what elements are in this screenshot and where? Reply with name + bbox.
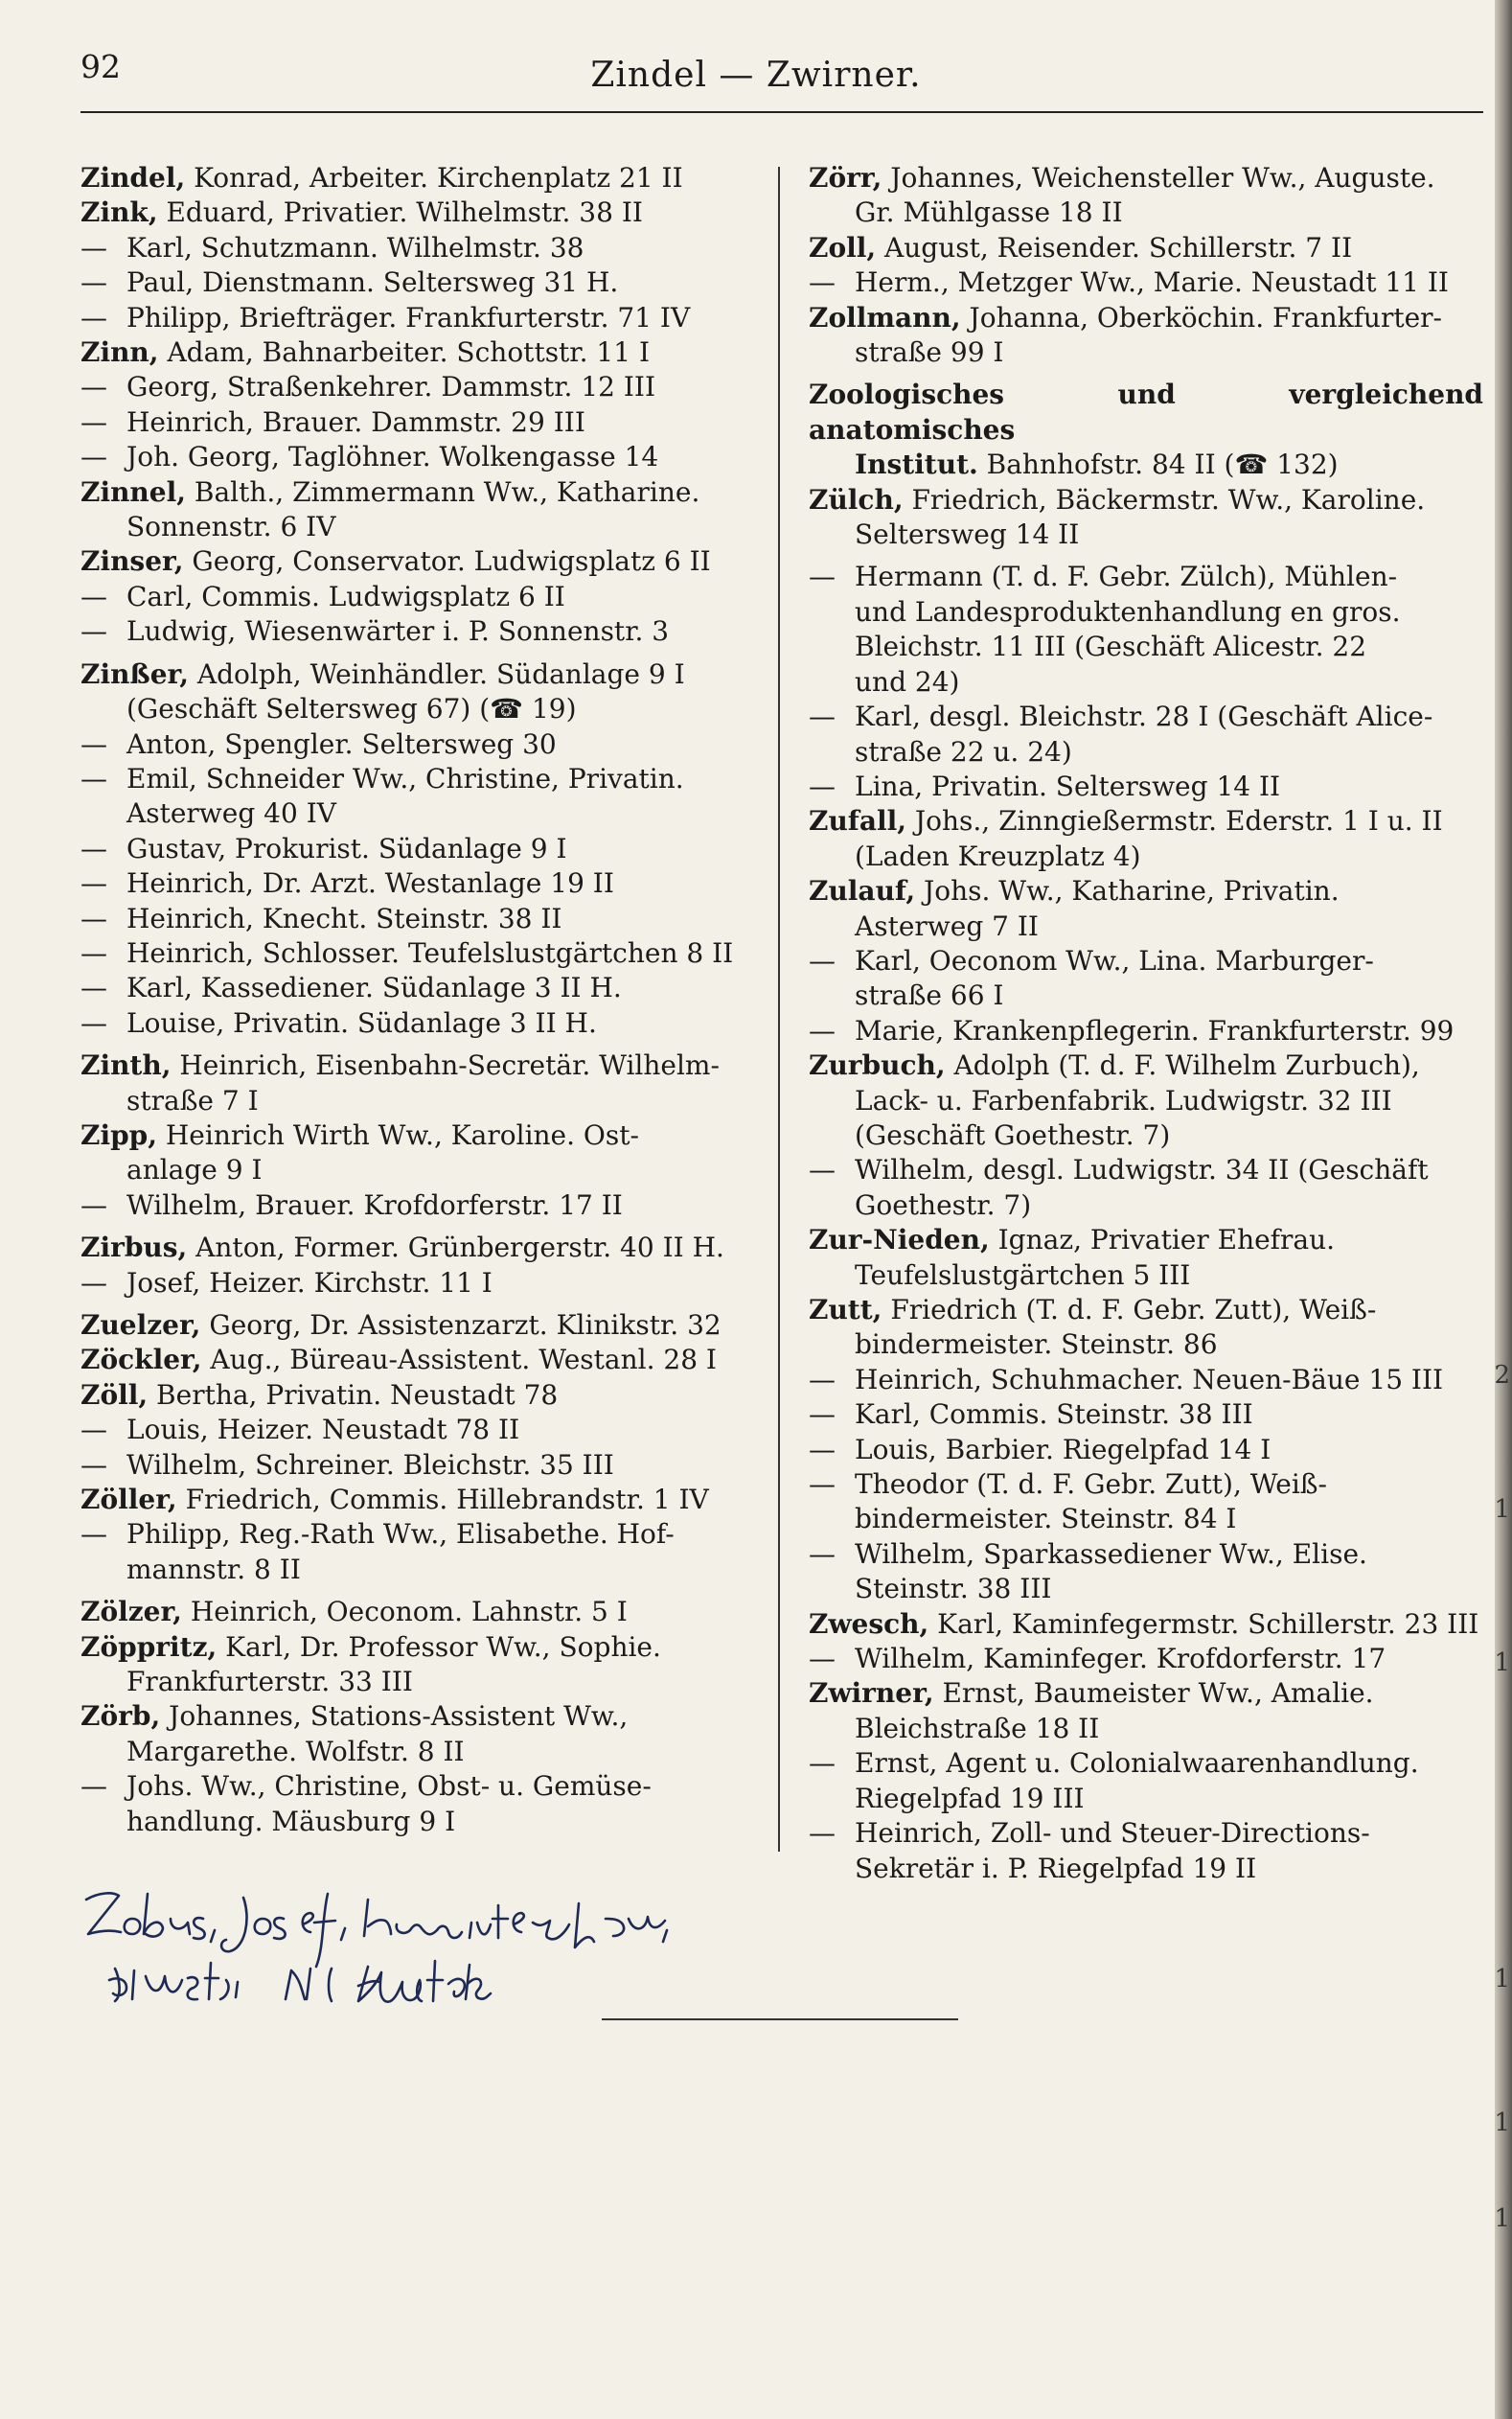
edge-mark: 1 — [1494, 1495, 1510, 1524]
entry-text: Ignaz, Privatier Ehefrau. — [989, 1224, 1336, 1256]
entry-continuation — [80, 1735, 757, 1769]
left-column — [80, 161, 757, 1839]
entry-text: Philipp, Briefträger. Frankfurterstr. 71 IV — [126, 301, 691, 334]
directory-entry — [809, 700, 1483, 734]
entry-surname: Zinnel, — [80, 475, 186, 508]
directory-entry — [809, 1433, 1483, 1467]
entry-text: Asterweg 7 II — [855, 910, 1039, 942]
directory-entry — [80, 936, 757, 971]
directory-entry — [80, 265, 757, 300]
ditto-dash: — — [80, 371, 107, 403]
directory-entry — [809, 483, 1483, 518]
ditto-dash: — — [80, 615, 107, 648]
entry-surname: Zipp, — [80, 1118, 157, 1151]
entry-surname: Zoologisches und vergleichend anatomisches — [809, 379, 1483, 446]
entry-text: Wilhelm, desgl. Ludwigstr. 34 II (Geschäft — [855, 1154, 1429, 1186]
entry-text: Heinrich, Knecht. Steinstr. 38 II — [126, 902, 562, 934]
entry-text: Wilhelm, Schreiner. Bleichstr. 35 III — [126, 1448, 614, 1481]
ditto-dash: — — [80, 1448, 107, 1481]
entry-surname: Zöll, — [80, 1378, 149, 1411]
entry-text: und 24) — [855, 665, 960, 698]
directory-entry — [80, 727, 757, 762]
column-divider — [778, 167, 780, 1852]
entry-continuation — [80, 692, 757, 726]
entry-text: Heinrich, Oeconom. Lahnstr. 5 I — [181, 1596, 628, 1628]
entry-text: bindermeister. Steinstr. 84 I — [855, 1503, 1237, 1535]
entry-text: (Geschäft Goethestr. 7) — [855, 1118, 1171, 1151]
directory-entry — [809, 1223, 1483, 1257]
entry-text: Karl, Kassediener. Südanlage 3 II H. — [126, 972, 622, 1004]
entry-text: Balth., Zimmermann Ww., Katharine. — [186, 475, 700, 508]
entry-text: Johs. Ww., Christine, Obst- u. Gemüse- — [126, 1770, 652, 1803]
entry-text: Aug., Büreau-Assistent. Westanl. 28 I — [201, 1344, 717, 1376]
directory-entry — [80, 405, 757, 440]
directory-entry — [809, 1537, 1483, 1572]
entry-surname: Zinser, — [80, 545, 184, 578]
entry-text: Heinrich, Brauer. Dammstr. 29 III — [126, 405, 585, 438]
entry-text: Eduard, Privatier. Wilhelmstr. 38 II — [157, 196, 643, 229]
directory-entry — [809, 161, 1483, 196]
entry-text: Josef, Heizer. Kirchstr. 11 I — [126, 1266, 493, 1299]
entry-text: Carl, Commis. Ludwigsplatz 6 II — [126, 580, 565, 612]
entry-text: Louise, Privatin. Südanlage 3 II H. — [126, 1006, 597, 1039]
entry-text: Sonnenstr. 6 IV — [126, 511, 336, 543]
edge-mark: 1 — [1494, 1965, 1510, 1993]
entry-text: Karl, Commis. Steinstr. 38 III — [855, 1398, 1253, 1431]
entry-continuation — [809, 1572, 1483, 1606]
directory-entry — [80, 1483, 757, 1517]
entry-text: Margarethe. Wolfstr. 8 II — [126, 1735, 465, 1767]
directory-entry — [80, 1630, 757, 1665]
entry-text: Theodor (T. d. F. Gebr. Zutt), Weiß- — [855, 1468, 1327, 1501]
directory-entry — [80, 1448, 757, 1483]
entry-surname: Zwirner, — [809, 1677, 934, 1710]
entry-continuation — [809, 1502, 1483, 1536]
ditto-dash: — — [80, 727, 107, 760]
ditto-dash: — — [80, 441, 107, 473]
ditto-dash: — — [809, 944, 836, 977]
ditto-dash: — — [80, 405, 107, 438]
entry-surname: Zuelzer, — [80, 1309, 201, 1341]
page-number: 92 — [80, 48, 121, 85]
edge-mark: 1 — [1494, 2108, 1510, 2137]
directory-entry — [809, 1746, 1483, 1781]
entry-text: Georg, Straßenkehrer. Dammstr. 12 III — [126, 371, 656, 403]
ditto-dash: — — [809, 1398, 836, 1431]
entry-text: Georg, Conservator. Ludwigsplatz 6 II — [183, 545, 711, 578]
directory-entry — [809, 1642, 1483, 1676]
entry-text: Johs. Ww., Katharine, Privatin. — [915, 875, 1340, 908]
entry-text: bindermeister. Steinstr. 86 — [855, 1328, 1218, 1361]
ditto-dash: — — [80, 1188, 107, 1221]
entry-text: Heinrich, Dr. Arzt. Westanlage 19 II — [126, 867, 614, 900]
directory-entry — [80, 301, 757, 335]
ditto-dash: — — [80, 580, 107, 612]
ditto-dash: — — [80, 266, 107, 299]
entry-text: Ernst, Agent u. Colonialwaarenhandlung. — [855, 1747, 1419, 1780]
entry-continuation — [809, 448, 1483, 482]
entry-text: Paul, Dienstmann. Seltersweg 31 H. — [126, 266, 619, 299]
entry-text: Konrad, Arbeiter. Kirchenplatz 21 II — [185, 162, 683, 194]
entry-continuation — [80, 1665, 757, 1699]
entry-text: Heinrich, Schlosser. Teufelslustgärtchen 8 II — [126, 936, 734, 969]
entry-gap — [80, 1041, 757, 1048]
entry-text: Adolph, Weinhändler. Südanlage 9 I — [188, 657, 685, 690]
entry-text: Bleichstraße 18 II — [855, 1712, 1100, 1744]
entry-text: (Laden Kreuzplatz 4) — [855, 840, 1141, 872]
handwritten-note — [80, 1880, 732, 2015]
entry-surname: Zinn, — [80, 336, 159, 369]
entry-text: Friedrich, Bäckermstr. Ww., Karoline. — [903, 483, 1426, 516]
directory-entry — [80, 440, 757, 474]
directory-entry — [809, 231, 1483, 265]
entry-continuation — [80, 1553, 757, 1587]
directory-entry — [80, 370, 757, 404]
entry-text: straße 99 I — [855, 336, 1004, 369]
right-column — [809, 161, 1483, 1886]
entry-text: Karl, Schutzmann. Wilhelmstr. 38 — [126, 231, 584, 264]
entry-surname: Zur-Nieden, — [809, 1224, 990, 1256]
entry-continuation — [809, 1712, 1483, 1746]
directory-entry — [809, 770, 1483, 804]
ditto-dash: — — [80, 936, 107, 969]
entry-text: Heinrich, Schuhmacher. Neuen-Bäue 15 III — [855, 1363, 1444, 1395]
ditto-dash: — — [80, 1414, 107, 1446]
directory-entry — [80, 1769, 757, 1804]
directory-entry — [809, 1607, 1483, 1642]
directory-entry — [80, 196, 757, 230]
ditto-dash: — — [809, 1747, 836, 1780]
entry-text: Johannes, Weichensteller Ww., Auguste. — [882, 162, 1435, 194]
entry-gap — [80, 650, 757, 657]
entry-text: Friedrich, Commis. Hillebrandstr. 1 IV — [176, 1484, 709, 1516]
ditto-dash: — — [80, 902, 107, 934]
directory-entry — [80, 866, 757, 901]
entry-text: Louis, Heizer. Neustadt 78 II — [126, 1414, 520, 1446]
entry-continuation — [809, 840, 1483, 874]
entry-text: Bahnhofstr. 84 II (☎ 132) — [977, 449, 1339, 481]
edge-mark: 2 — [1494, 1361, 1510, 1390]
entry-text: Asterweg 40 IV — [126, 797, 336, 830]
entry-surname: Zöppritz, — [80, 1630, 218, 1663]
ditto-dash: — — [809, 1468, 836, 1501]
ditto-dash: — — [809, 1643, 836, 1675]
entry-text: Hermann (T. d. F. Gebr. Zülch), Mühlen- — [855, 561, 1398, 593]
running-head: Zindel — Zwirner. — [590, 56, 922, 95]
directory-entry — [809, 1048, 1483, 1083]
entry-text: Georg, Dr. Assistenzarzt. Klinikstr. 32 — [200, 1309, 722, 1341]
ditto-dash: — — [809, 561, 836, 593]
entry-text: Lack- u. Farbenfabrik. Ludwigstr. 32 III — [855, 1084, 1392, 1117]
entry-continuation — [80, 796, 757, 831]
entry-continuation — [809, 665, 1483, 700]
directory-entry — [80, 1118, 757, 1153]
directory-entry — [80, 762, 757, 796]
entry-continuation — [809, 910, 1483, 944]
directory-entry — [80, 1006, 757, 1041]
entry-text: Joh. Georg, Taglöhner. Wolkengasse 14 — [126, 441, 659, 473]
entry-surname: Zirbus, — [80, 1232, 188, 1264]
entry-text: Anton, Former. Grünbergerstr. 40 II H. — [187, 1232, 724, 1264]
entry-text: Heinrich Wirth Ww., Karoline. Ost- — [156, 1118, 639, 1151]
entry-text: Anton, Spengler. Seltersweg 30 — [126, 727, 557, 760]
entry-text: straße 66 I — [855, 979, 1004, 1012]
ditto-dash: — — [809, 266, 836, 299]
directory-entry — [80, 614, 757, 649]
entry-continuation — [80, 1153, 757, 1187]
entry-continuation — [809, 1258, 1483, 1293]
entry-surname: Zöckler, — [80, 1344, 202, 1376]
entry-continuation — [809, 1852, 1483, 1886]
directory-entry — [80, 231, 757, 265]
ditto-dash: — — [80, 867, 107, 900]
directory-entry — [809, 874, 1483, 909]
entry-gap — [80, 1587, 757, 1595]
entry-continuation — [809, 595, 1483, 630]
entry-text: Heinrich, Eisenbahn-Secretär. Wilhelm- — [171, 1049, 720, 1082]
directory-entry — [80, 1378, 757, 1413]
entry-text: August, Reisender. Schillerstr. 7 II — [876, 231, 1353, 264]
entry-text: Karl, Oeconom Ww., Lina. Marburger- — [855, 944, 1374, 977]
ditto-dash: — — [809, 1154, 836, 1186]
entry-surname: Zutt, — [809, 1294, 882, 1325]
ditto-dash: — — [809, 1433, 836, 1465]
entry-text: Herm., Metzger Ww., Marie. Neustadt 11 II — [855, 266, 1449, 299]
directory-entry — [809, 804, 1483, 839]
directory-entry — [80, 1343, 757, 1377]
entry-surname: Zinßer, — [80, 657, 189, 690]
directory-entry — [80, 1231, 757, 1265]
entry-text: Frankfurterstr. 33 III — [126, 1666, 413, 1698]
directory-entry — [80, 544, 757, 579]
directory-entry — [80, 161, 757, 196]
entry-text: Ernst, Baumeister Ww., Amalie. — [933, 1677, 1374, 1710]
directory-entry — [809, 1293, 1483, 1327]
entry-text: Lina, Privatin. Seltersweg 14 II — [855, 770, 1281, 802]
entry-surname: Zindel, — [80, 162, 186, 194]
directory-entry — [80, 971, 757, 1005]
directory-entry — [809, 378, 1483, 448]
ditto-dash: — — [80, 1518, 107, 1551]
entry-text: Wilhelm, Sparkassediener Ww., Elise. — [855, 1537, 1367, 1570]
ditto-dash: — — [80, 301, 107, 334]
entry-surname: Zülch, — [809, 483, 904, 516]
entry-text: Ludwig, Wiesenwärter i. P. Sonnenstr. 3 — [126, 615, 670, 648]
entry-text: Marie, Krankenpflegerin. Frankfurterstr. 99 — [855, 1014, 1455, 1047]
entry-text: Bertha, Privatin. Neustadt 78 — [148, 1378, 559, 1411]
entry-text: Friedrich (T. d. F. Gebr. Zutt), Weiß- — [882, 1294, 1377, 1325]
entry-continuation — [809, 1782, 1483, 1816]
entry-continuation — [809, 196, 1483, 230]
directory-entry — [809, 265, 1483, 300]
ditto-dash: — — [809, 701, 836, 733]
ditto-dash: — — [80, 1770, 107, 1803]
directory-entry — [80, 832, 757, 866]
entry-text: Gustav, Prokurist. Südanlage 9 I — [126, 832, 567, 864]
header-rule — [80, 111, 1483, 113]
entry-continuation — [80, 510, 757, 544]
directory-entry — [809, 1467, 1483, 1502]
directory-entry — [809, 1153, 1483, 1187]
entry-surname: Zinth, — [80, 1049, 172, 1082]
ditto-dash: — — [809, 1537, 836, 1570]
ditto-dash: — — [80, 972, 107, 1004]
directory-entry — [809, 1014, 1483, 1048]
directory-entry — [80, 1266, 757, 1301]
directory-entry — [80, 580, 757, 614]
entry-surname: Zörr, — [809, 162, 882, 194]
entry-gap — [809, 552, 1483, 560]
directory-entry — [80, 335, 757, 370]
entry-text: Philipp, Reg.-Rath Ww., Elisabethe. Hof- — [126, 1518, 675, 1551]
entry-continuation — [80, 1805, 757, 1839]
entry-continuation — [809, 1188, 1483, 1223]
entry-surname: Zoll, — [809, 231, 877, 264]
directory-entry — [80, 475, 757, 510]
ditto-dash: — — [80, 832, 107, 864]
entry-text: anlage 9 I — [126, 1154, 263, 1186]
directory-entry — [809, 1397, 1483, 1432]
entry-text: Goethestr. 7) — [855, 1188, 1032, 1221]
entry-surname: Zörb, — [80, 1700, 161, 1733]
directory-entry — [809, 1363, 1483, 1397]
directory-entry — [80, 1308, 757, 1343]
ditto-dash: — — [80, 1006, 107, 1039]
entry-continuation — [809, 1327, 1483, 1362]
ditto-dash: — — [809, 1817, 836, 1850]
entry-text: Bleichstr. 11 III (Geschäft Alicestr. 22 — [855, 631, 1367, 663]
entry-surname: Institut. — [855, 449, 978, 481]
entry-text: Teufelslustgärtchen 5 III — [855, 1258, 1191, 1291]
entry-continuation — [809, 735, 1483, 770]
ditto-dash: — — [809, 1363, 836, 1395]
entry-text: handlung. Mäusburg 9 I — [126, 1805, 456, 1837]
entry-gap — [80, 1223, 757, 1231]
directory-entry — [80, 1517, 757, 1552]
entry-surname: Zurbuch, — [809, 1049, 946, 1082]
entry-text: Johs., Zinngießermstr. Ederstr. 1 I u. II — [906, 805, 1443, 838]
entry-surname: Zulauf, — [809, 875, 916, 908]
directory-entry — [809, 1816, 1483, 1851]
edge-mark: 1 — [1494, 1648, 1510, 1677]
entry-text: straße 22 u. 24) — [855, 735, 1072, 768]
entry-continuation — [809, 979, 1483, 1013]
entry-text: Wilhelm, Kaminfeger. Krofdorferstr. 17 — [855, 1643, 1386, 1675]
entry-text: und Landesproduktenhandlung en gros. — [855, 595, 1401, 628]
entry-surname: Zöller, — [80, 1484, 177, 1516]
ditto-dash: — — [80, 231, 107, 264]
entry-text: Karl, Kaminfegermstr. Schillerstr. 23 III — [928, 1607, 1479, 1640]
entry-text: Louis, Barbier. Riegelpfad 14 I — [855, 1433, 1271, 1465]
entry-text: mannstr. 8 II — [126, 1553, 301, 1585]
entry-text: Karl, Dr. Professor Ww., Sophie. — [217, 1630, 661, 1663]
directory-entry — [809, 560, 1483, 594]
entry-text: Steinstr. 38 III — [855, 1573, 1052, 1605]
ditto-dash: — — [809, 770, 836, 802]
entry-text: Heinrich, Zoll- und Steuer-Directions- — [855, 1817, 1370, 1850]
entry-gap — [80, 1301, 757, 1308]
entry-continuation — [809, 1118, 1483, 1153]
entry-surname: Zink, — [80, 196, 158, 229]
entry-text: Karl, desgl. Bleichstr. 28 I (Geschäft Alice- — [855, 701, 1433, 733]
entry-text: Wilhelm, Brauer. Krofdorferstr. 17 II — [126, 1188, 623, 1221]
entry-text: (Geschäft Seltersweg 67) (☎ 19) — [126, 693, 577, 726]
entry-continuation — [809, 335, 1483, 370]
entry-surname: Zölzer, — [80, 1596, 182, 1628]
entry-continuation — [809, 630, 1483, 664]
footer-rule — [602, 2018, 958, 2020]
edge-mark: 1 — [1494, 2204, 1510, 2233]
entry-continuation — [80, 1084, 757, 1118]
directory-entry — [809, 301, 1483, 335]
directory-entry — [80, 657, 757, 692]
adjacent-page-edge — [1495, 0, 1512, 2419]
directory-entry — [809, 1676, 1483, 1711]
directory-entry — [809, 944, 1483, 979]
ditto-dash: — — [80, 1266, 107, 1299]
entry-text: Seltersweg 14 II — [855, 518, 1080, 551]
entry-text: Adolph (T. d. F. Wilhelm Zurbuch), — [945, 1049, 1420, 1082]
entry-text: Sekretär i. P. Riegelpfad 19 II — [855, 1852, 1257, 1884]
entry-surname: Zufall, — [809, 805, 907, 838]
entry-surname: Zollmann, — [809, 301, 961, 334]
entry-text: Gr. Mühlgasse 18 II — [855, 196, 1123, 229]
directory-entry — [80, 1595, 757, 1629]
entry-text: straße 7 I — [126, 1084, 259, 1117]
entry-text: Johannes, Stations-Assistent Ww., — [160, 1700, 629, 1733]
ditto-dash: — — [80, 762, 107, 795]
ditto-dash: — — [809, 1014, 836, 1047]
entry-text: Riegelpfad 19 III — [855, 1782, 1085, 1814]
entry-continuation — [809, 518, 1483, 552]
entry-surname: Zwesch, — [809, 1607, 929, 1640]
entry-continuation — [809, 1084, 1483, 1118]
entry-text: Johanna, Oberköchin. Frankfurter- — [960, 301, 1443, 334]
entry-text: Adam, Bahnarbeiter. Schottstr. 11 I — [158, 336, 651, 369]
entry-text: Emil, Schneider Ww., Christine, Privatin. — [126, 762, 684, 795]
directory-entry — [80, 1048, 757, 1083]
directory-entry — [80, 1188, 757, 1223]
directory-entry — [80, 1413, 757, 1447]
entry-gap — [809, 370, 1483, 378]
directory-entry — [80, 1699, 757, 1734]
directory-entry — [80, 902, 757, 936]
